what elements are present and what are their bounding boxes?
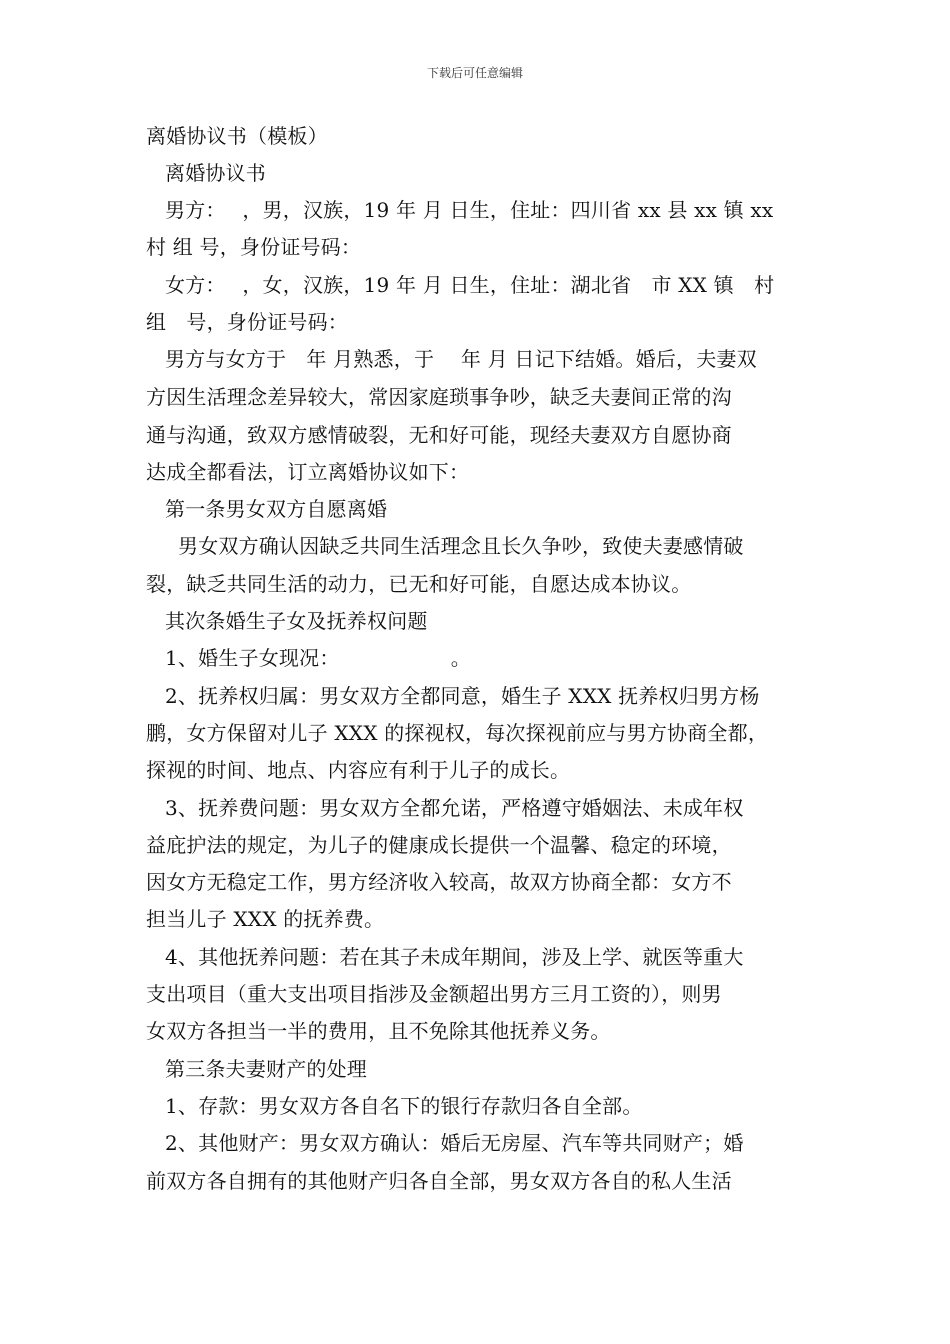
section-heading: 其次条婚生子女及抚养权问题 xyxy=(165,609,428,633)
paragraph-line: 支出项目（重大支出项目指涉及金额超出男方三月工资的），则男 xyxy=(146,982,722,1006)
section-heading: 第一条男女双方自愿离婚 xyxy=(165,497,388,521)
paragraph-line: 2、其他财产：男女双方确认：婚后无房屋、汽车等共同财产；婚 xyxy=(165,1131,744,1155)
paragraph-line: 方因生活理念差异较大，常因家庭琐事争吵，缺乏夫妻间正常的沟 xyxy=(146,385,732,409)
paragraph-line: 男方： ，男，汉族，19 年 月 日生，住址：四川省 xx 县 xx 镇 xx xyxy=(165,198,774,222)
paragraph-line: 组 号，身份证号码： xyxy=(146,310,348,334)
paragraph-line: 裂，缺乏共同生活的动力，已无和好可能，自愿达成本协议。 xyxy=(146,572,692,596)
document-title: 离婚协议书（模板） xyxy=(146,124,328,148)
paragraph-line: 因女方无稳定工作，男方经济收入较高，故双方协商全都：女方不 xyxy=(146,870,732,894)
paragraph-line: 通与沟通，致双方感情破裂，无和好可能，现经夫妻双方自愿协商 xyxy=(146,423,732,447)
paragraph-line: 2、抚养权归属：男女双方全都同意，婚生子 XXX 抚养权归男方杨 xyxy=(165,684,760,708)
paragraph-line: 益庇护法的规定，为儿子的健康成长提供一个温馨、稳定的环境， xyxy=(146,833,732,857)
section-heading: 第三条夫妻财产的处理 xyxy=(165,1057,367,1081)
paragraph-line: 1、婚生子女现况： 。 xyxy=(165,646,471,670)
paragraph-line: 4、其他抚养问题：若在其子未成年期间，涉及上学、就医等重大 xyxy=(165,945,744,969)
paragraph-line: 女双方各担当一半的费用，且不免除其他抚养义务。 xyxy=(146,1019,611,1043)
paragraph-line: 男方与女方于 年 月熟悉，于 年 月 日记下结婚。婚后，夫妻双 xyxy=(165,347,757,371)
paragraph-line: 3、抚养费问题：男女双方全都允诺，严格遵守婚姻法、未成年权 xyxy=(165,796,744,820)
paragraph-line: 女方： ，女，汉族，19 年 月 日生，住址：湖北省 市 XX 镇 村 xyxy=(165,273,775,297)
paragraph-line: 达成全都看法，订立离婚协议如下： xyxy=(146,460,470,484)
paragraph-line: 鹏，女方保留对儿子 XXX 的探视权，每次探视前应与男方协商全都， xyxy=(146,721,769,745)
paragraph-line: 男女双方确认因缺乏共同生活理念且长久争吵，致使夫妻感情破 xyxy=(178,534,744,558)
paragraph-line: 担当儿子 XXX 的抚养费。 xyxy=(146,907,385,931)
document-subtitle: 离婚协议书 xyxy=(165,161,266,185)
paragraph-line: 探视的时间、地点、内容应有利于儿子的成长。 xyxy=(146,758,571,782)
paragraph-line: 村 组 号，身份证号码： xyxy=(146,235,362,259)
page-header-note: 下载后可任意编辑 xyxy=(426,66,523,80)
paragraph-line: 前双方各自拥有的其他财产归各自全部，男女双方各自的私人生活 xyxy=(146,1169,732,1193)
paragraph-line: 1、存款：男女双方各自名下的银行存款归各自全部。 xyxy=(165,1094,643,1118)
